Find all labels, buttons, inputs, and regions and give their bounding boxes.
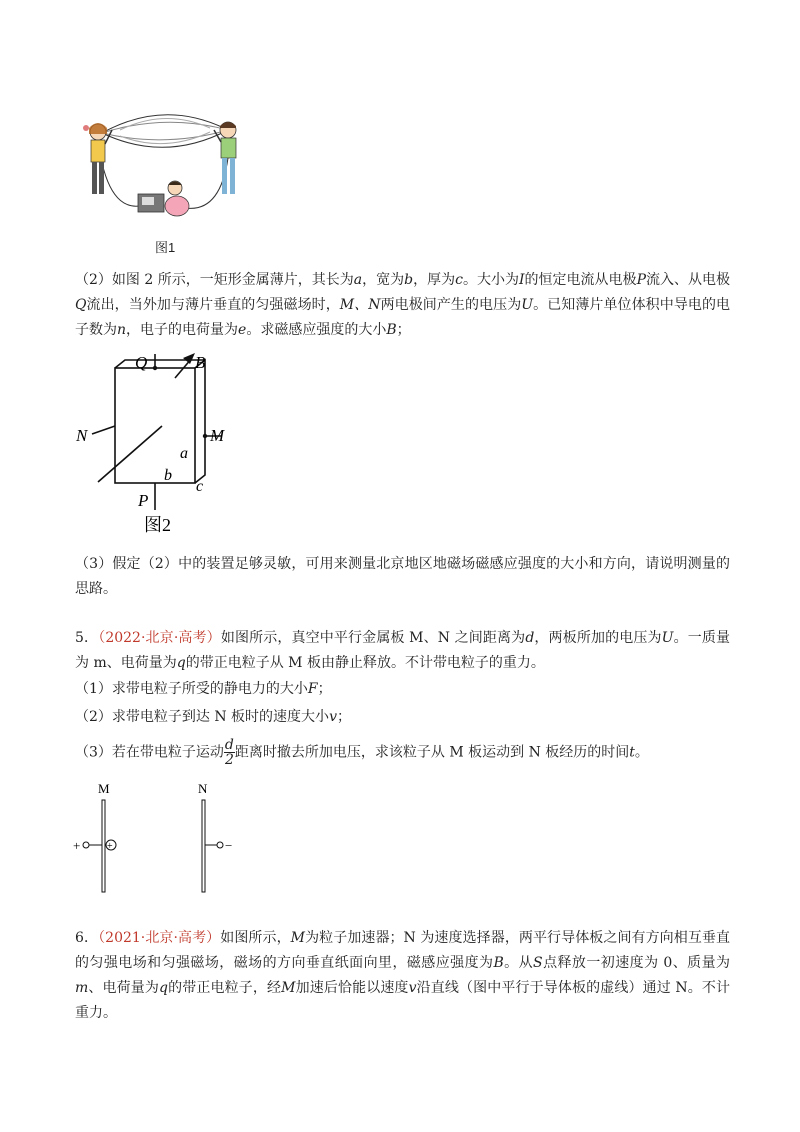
label-negative-terminal: − — [225, 838, 233, 853]
label-positive-terminal: + — [73, 838, 81, 853]
label-a: a — [180, 445, 188, 462]
question-4-part-2: （2）如图 2 所示，一矩形金属薄片，其长为a，宽为b，厚为c。大小为I的恒定电流从电极P流入、从电极Q流出，当外加与薄片垂直的匀强磁场时，M、N两电极间产生的电压为U。已知薄片单位体积中导电的电子数为n，电子的电荷量为e。求磁感应强度的大小B； — [75, 272, 731, 338]
electrode-N — [92, 426, 115, 434]
question-5-part-3: （3）若在带电粒子运动 $\frac{d}{2}$ 距离时撤去所加电压，求该粒子从 M 板运动到 N 板经历的时间t。 — [75, 737, 649, 768]
question-5-number: 5． — [75, 630, 99, 646]
question-5-stem: 5．（2022·北京·高考）如图所示，真空中平行金属板 M、N 之间距离为d，两板所加的电压为U。一质量为 m、电荷量为q的带正电粒子从 M 板由静止释放。不计带电粒子的重力。 — [75, 630, 731, 671]
label-P: P — [138, 491, 149, 510]
label-N: N — [76, 426, 88, 445]
plate-N — [202, 800, 205, 892]
label-M: M — [210, 426, 225, 445]
label-plate-M: M — [98, 781, 110, 796]
particle-charge-sign: + — [107, 841, 113, 852]
figure-3-parallel-plates — [70, 775, 250, 895]
question-6-stem: 6．（2021·北京·高考）如图所示，M为粒子加速器；N 为速度选择器，两平行导体板之间有方向相互垂直的匀强电场和匀强磁场，磁场的方向垂直纸面向里，磁感应强度为B。从S点释放一初速度为 0、质量为m、电荷量为q的带正电粒子，经M加速后恰能以速度v沿直线（图中平行于导体板的虚线）通过 N。不计重力。 — [75, 930, 731, 1021]
figure-2-caption: 图2 — [144, 515, 171, 535]
label-c: c — [196, 478, 204, 495]
label-b: b — [164, 467, 172, 484]
question-6-source: （2021·北京·高考） — [98, 930, 221, 946]
figure-1-illustration — [80, 108, 250, 233]
metal-sheet-front-face — [115, 368, 195, 483]
label-Q: Q — [135, 353, 148, 372]
fraction-d-over-2: $\frac{d}{2}$ — [224, 737, 234, 768]
question-5-source: （2022·北京·高考） — [98, 630, 221, 646]
label-plate-N: N — [198, 781, 208, 796]
question-4-part-3: （3）假定（2）中的装置足够灵敏，可用来测量北京地区地磁场磁感应强度的大小和方向，请说明测量的思路。 — [75, 556, 730, 597]
label-B: B — [195, 353, 206, 372]
question-5-part-1: （1）求带电粒子所受的静电力的大小F； — [75, 681, 332, 697]
plate-M — [102, 800, 105, 892]
meter-child-icon — [138, 181, 189, 216]
question-6-number: 6． — [75, 930, 99, 946]
girl-figure-icon — [83, 123, 112, 194]
question-5-part-2: （2）求带电粒子到达 N 板时的速度大小v； — [75, 709, 351, 725]
figure-2-diagram — [70, 350, 250, 540]
figure-1-caption: 图1 — [155, 240, 176, 255]
